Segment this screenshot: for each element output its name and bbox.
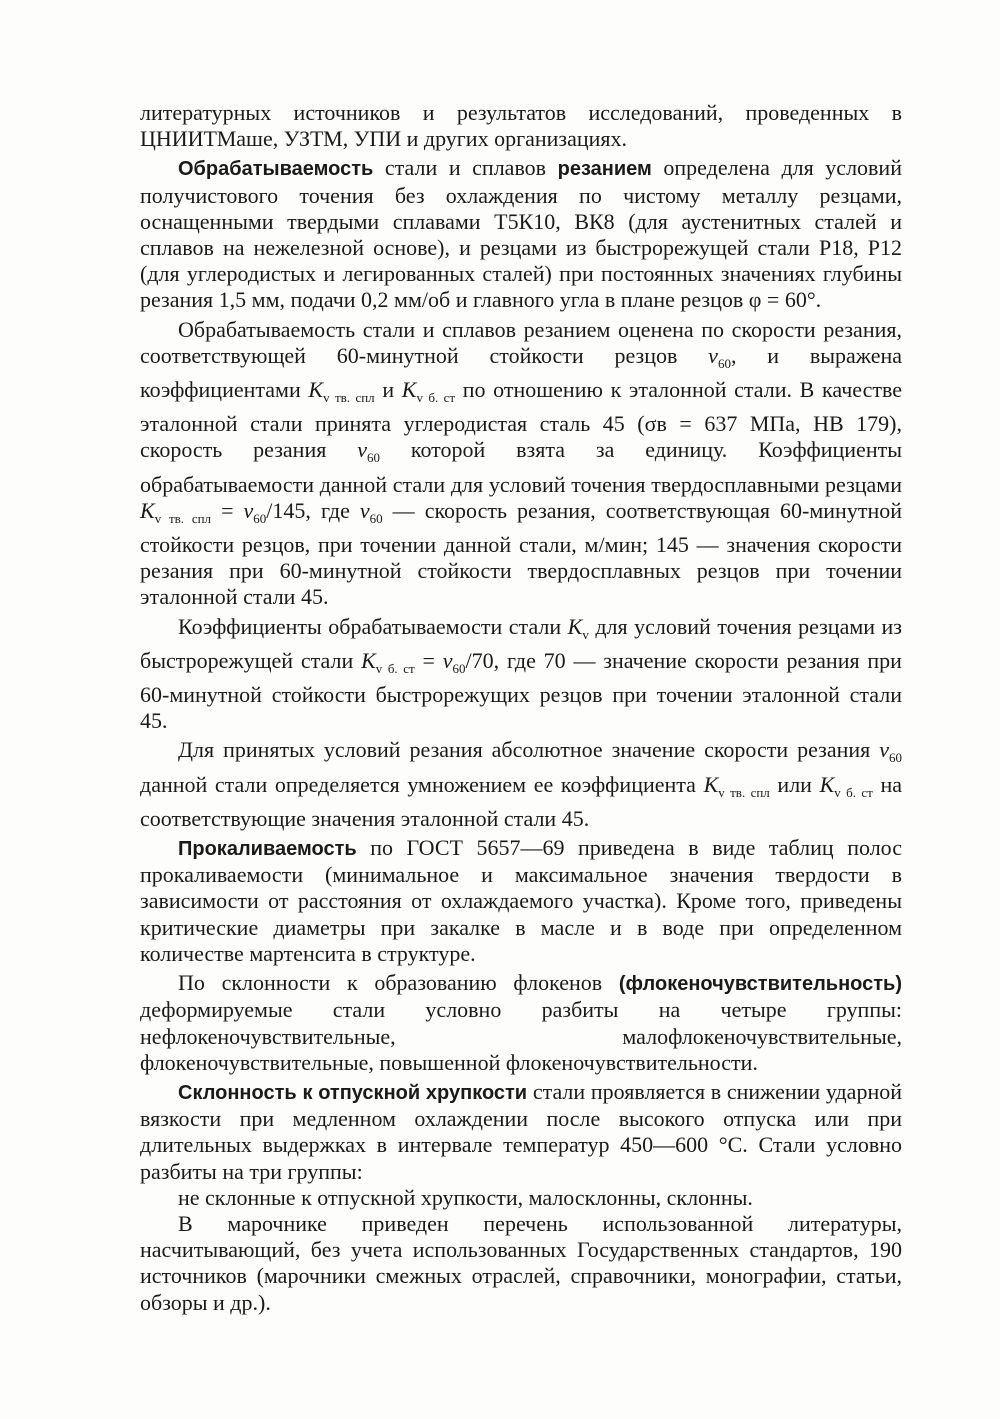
symbol-v: v <box>442 647 453 673</box>
document-page <box>140 100 902 1316</box>
subscript: v б. ст <box>375 660 415 676</box>
text-span: которой взята за единицу. Коэффициенты обрабатываемости данной стали для условий точения твердосплавными резцами <box>140 437 902 497</box>
subscript: 60 <box>253 510 267 526</box>
text-span: и <box>374 377 402 403</box>
symbol-v: v <box>243 497 254 523</box>
subscript: 60 <box>889 750 902 766</box>
text-span: стали и сплавов <box>373 155 558 181</box>
text-span: /70, где 70 — значение скорости резания при 60-минутной стойкости быстрорежущих резцов при точении эталонной стали 45. <box>140 647 902 734</box>
text-span: на соответствующие значения эталонной стали 45. <box>140 771 903 831</box>
paragraph-1-text: литературных источников и результатов исследований, проведенных в ЦНИИТМаше, УЗТМ, УПИ и других организациях. <box>140 100 902 152</box>
term-machinability: Обрабатываемость <box>178 158 374 181</box>
term-flake-sensitivity: (флокеночувствительность) <box>618 973 902 996</box>
subscript: v тв. спл <box>154 510 212 526</box>
paragraph-groups-list <box>140 1185 902 1211</box>
paragraph-machinability-evaluation <box>140 317 902 611</box>
text-span: деформируемые стали условно разбиты на четыре группы: нефлокеночувствительные, малофлокеночувствительные, флокеночувствительные, повышенной флокеночувствительности. <box>140 997 902 1075</box>
text-span: по отношению к эталонной стали. В качестве эталонной стали принята углеродистая сталь 45 (σв = 637 МПа, НВ 179), скорость резания <box>140 377 902 463</box>
symbol-v: v <box>879 737 889 763</box>
symbol-v: v <box>357 437 367 463</box>
paragraph-1 <box>140 100 902 152</box>
symbol-k: K <box>819 771 835 797</box>
paragraph-flake-sensitivity <box>140 970 902 1076</box>
text-span: = <box>211 497 244 523</box>
symbol-k: K <box>703 771 719 797</box>
symbol-k: K <box>308 377 324 403</box>
text-span: данной стали определяется умножением ее коэффициента <box>140 771 704 797</box>
paragraph-hardenability <box>140 835 902 967</box>
text-span: , и выражена коэффициентами <box>140 342 902 403</box>
paragraph-machinability <box>140 155 902 313</box>
paragraph-absolute-speed <box>140 737 902 832</box>
text-span: стали проявляется в снижении ударной вязкости при медленном охлаждении после высокого отпуска или при длительных выдержках в интервале температур 450—600 °С. Стали условно разбиты на три группы: <box>140 1078 902 1184</box>
subscript: v б. ст <box>416 390 456 406</box>
subscript: 60 <box>369 510 383 526</box>
symbol-v: v <box>708 342 718 368</box>
subscript: v тв. спл <box>323 390 375 406</box>
text-span: по ГОСТ 5657—69 приведена в виде таблиц полос прокаливаемости (минимальное и максимальное значения твердости в зависимости от расстояния от охлаждаемого участка). Кроме того, приведены критические диаметры при закалке в масле и в воде при определенном количестве мартенсита в структуре. <box>140 835 902 966</box>
symbol-k: K <box>140 497 155 523</box>
paragraph-hss-coefficients <box>140 614 902 735</box>
text-span: = <box>414 647 443 673</box>
text-span: Коэффициенты обрабатываемости стали <box>178 613 568 639</box>
paragraph-temper-brittleness <box>140 1079 902 1185</box>
text-span: — скорость резания, соответствующая 60-минутной стойкости резцов, при точении данной стали, м/мин; 145 — значения скорости резания при 60-минутной стойкости твердосплавных резцов при точении эталонной стали 45. <box>140 497 902 610</box>
text-span: не склонные к отпускной хрупкости, малосклонны, склонны. <box>178 1184 753 1210</box>
text-span: Обрабатываемость стали и сплавов резанием оценена по скорости резания, соответствующей 60-минутной стойкости резцов <box>140 316 902 368</box>
subscript: v <box>582 626 589 642</box>
subscript: v тв. спл <box>718 784 770 800</box>
text-span: По склонности к образованию флокенов <box>178 970 619 996</box>
subscript: v б. ст <box>834 784 873 800</box>
text-span: определена для условий получистового точения без охлаждения по чистому металлу резцами, оснащенными твердыми сплавами Т5К10, ВК8 (для аустенитных сталей и сплавов на нежелезной основе), и резцами из быстрорежущей стали Р18, Р12 (для углеродистых и легированных сталей) при постоянных значениях глубины резания 1,5 мм, подачи 0,2 мм/об и главного угла в плане резцов φ = 60°. <box>140 155 902 313</box>
text-span: Для принятых условий резания абсолютное значение скорости резания <box>178 737 880 763</box>
paragraph-references <box>140 1211 902 1316</box>
text-span: или <box>769 771 820 797</box>
symbol-k: K <box>567 613 583 639</box>
symbol-k: K <box>361 647 376 673</box>
subscript: 60 <box>717 355 731 371</box>
term-hardenability: Прокаливаемость <box>178 838 357 861</box>
text-span: В марочнике приведен перечень использованной литературы, насчитывающий, без учета использованных Государственных стандартов, 190 источников (марочники смежных отраслей, справочники, монографии, статьи, обзоры и др.). <box>140 1210 902 1315</box>
symbol-k: K <box>401 377 417 403</box>
subscript: 60 <box>367 450 380 466</box>
text-span: /145, где <box>266 497 360 523</box>
term-temper-brittleness: Склонность к отпускной хрупкости <box>178 1081 528 1104</box>
text-span: для условий точения резцами из быстрорежущей стали <box>140 613 902 673</box>
subscript: 60 <box>452 660 466 676</box>
term-cutting: резанием <box>557 158 652 181</box>
symbol-v: v <box>359 497 370 523</box>
